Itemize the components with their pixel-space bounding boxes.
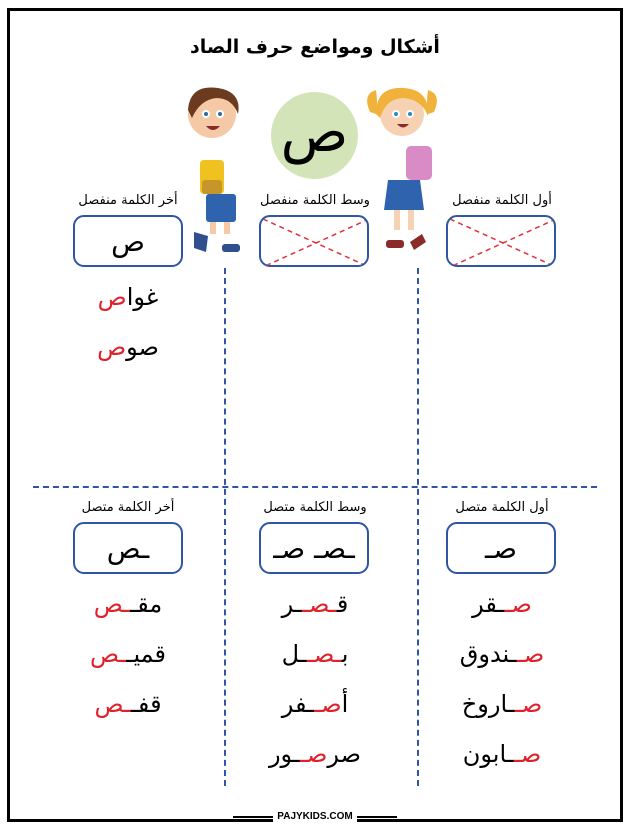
- footer-site-name: PAJYKIDS.COM: [273, 811, 356, 822]
- boy-illustration-icon: [180, 84, 250, 260]
- word-connected-middle-1: قـصــر: [281, 590, 349, 618]
- word-connected-first-3: صــاروخ: [461, 690, 543, 718]
- box-separate-middle: [259, 215, 369, 267]
- word-connected-middle-2: بـصــل: [281, 640, 349, 668]
- column-divider-left: [224, 268, 226, 786]
- box-separate-last: [73, 215, 183, 267]
- letter-circle: [271, 92, 358, 179]
- box-connected-first: صـ: [446, 522, 556, 574]
- word-connected-last-2: قميــص: [89, 640, 167, 668]
- label-separate-middle: وسط الكلمة منفصل: [260, 193, 370, 208]
- word-connected-first-4: صــابون: [462, 740, 542, 768]
- footer-rule-right: [357, 816, 397, 818]
- label-connected-last: أخر الكلمة متصل: [81, 500, 175, 515]
- word-connected-last-3: قفــص: [94, 690, 162, 718]
- label-separate-last: أخر الكلمة منفصل: [78, 193, 178, 208]
- box-connected-last: ـص: [73, 522, 183, 574]
- cross-out-icon: [261, 217, 369, 267]
- row-divider: [33, 486, 597, 488]
- box-connected-middle: ـصـ صـ: [259, 522, 369, 574]
- label-separate-first: أول الكلمة منفصل: [452, 193, 552, 208]
- word-connected-first-1: صــقر: [472, 590, 532, 618]
- page-title: أشكال ومواضع حرف الصاد: [190, 36, 440, 58]
- footer: [0, 811, 630, 822]
- word-separate-last-2: صوص: [97, 333, 159, 361]
- girl-illustration-icon: [362, 84, 442, 260]
- footer-rule-left: [233, 816, 273, 818]
- word-connected-last-1: مقــص: [93, 590, 163, 618]
- column-divider-right: [417, 268, 419, 786]
- label-connected-first: أول الكلمة متصل: [455, 500, 549, 515]
- word-connected-first-2: صــندوق: [459, 640, 545, 668]
- word-connected-middle-4: صرصــور: [268, 740, 362, 768]
- word-connected-middle-3: أصــفر: [281, 690, 349, 718]
- cross-out-icon: [448, 217, 556, 267]
- word-separate-last-1: غواص: [97, 283, 159, 311]
- label-connected-middle: وسط الكلمة متصل: [263, 500, 367, 515]
- letter-form-separate-last: ص: [111, 224, 145, 258]
- main-letter: ص: [280, 99, 349, 165]
- box-separate-first: [446, 215, 556, 267]
